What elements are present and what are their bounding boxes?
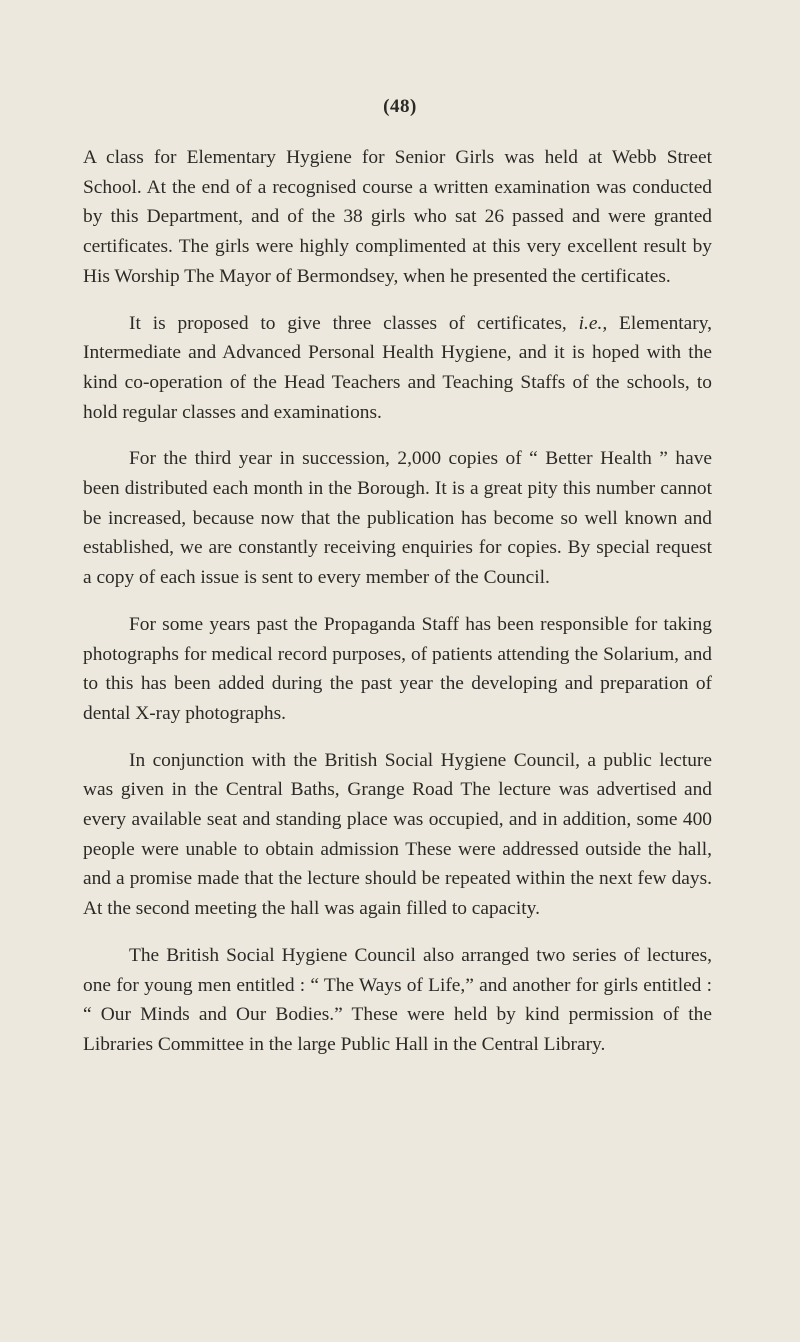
- page-number: (48): [383, 96, 417, 117]
- body-text: [83, 143, 712, 1077]
- paragraph-photographs: For some years past the Propaganda Staff has been responsible for taking photographs for medical record purposes, of patients attending the Solarium, and to this has been added during the past year the developing and preparation of dental X-ray photographs.: [83, 613, 712, 724]
- paragraph-certificates-lead: It is proposed to give three classes of certificates,: [129, 312, 567, 334]
- paragraph-certificates-tail: Ele: [619, 312, 645, 334]
- paragraph-certificates-body: mentary, Intermediate and Advanced Personal Health Hygiene, and it is hoped with the kind co-operation of the Head Teachers and Teaching Staffs of the schools, to hold regular classes and examinations.: [83, 312, 712, 423]
- paragraph-lecture-series: The British Social Hygiene Council also arranged two series of lectures, one for young men entitled : “ The Ways of Life,” and another for girls entitled : “ Our Minds and Our Bodies.” These were held by kind permission of the Libraries Committee in the large Public Hall in the Central Library.: [83, 944, 712, 1055]
- paragraph-hygiene-class: A class for Elementary Hygiene for Senior Girls was held at Webb Street School. At the end of a recognised course a written examination was conducted by this Department, and of the 38 girls who sat 26 passed and were granted certificates. The girls were highly complimented at this very excellent result by His Worship The Mayor of Bermondsey, when he presented the certificates.: [83, 147, 712, 287]
- paragraph-better-health: For the third year in succession, 2,000 copies of “ Better Health ” have been distributed each month in the Borough. It is a great pity this number cannot be increased, because now that the publication has become so well known and established, we are constantly receiving enquiries for copies. By special request a copy of each issue is sent to every member of the Council.: [83, 448, 712, 589]
- paragraph-certificates: [83, 309, 712, 428]
- paragraph-public-lecture: In conjunction with the British Social Hygiene Council, a public lecture was given in the Central Baths, Grange Road The lecture was advertised and every available seat and standing place was occupied, and in addition, some 400 people were unable to obtain admission These were addressed outside the hall, and a promise made that the lecture should be repeated within the next few days. At the second meeting the hall was again filled to capacity.: [83, 749, 712, 920]
- paragraph-certificates-italic: i.e.,: [578, 312, 608, 334]
